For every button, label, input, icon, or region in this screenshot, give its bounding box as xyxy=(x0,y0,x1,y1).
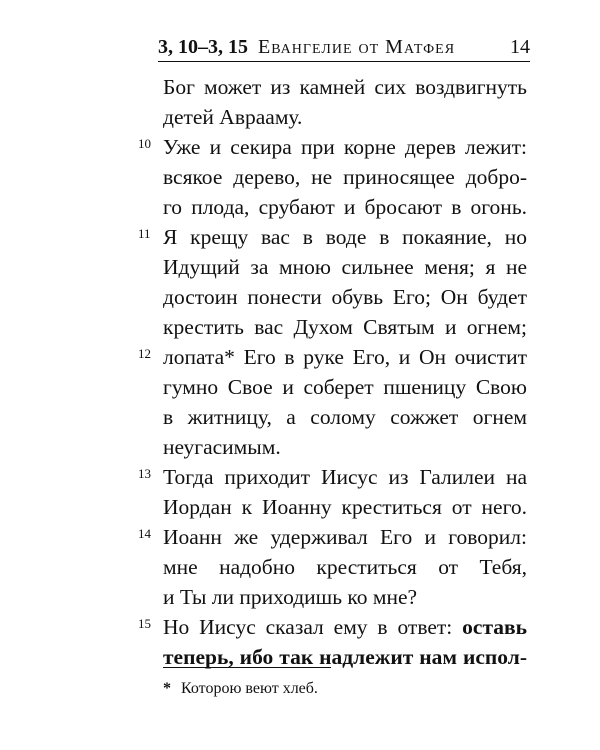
footnote-mark: * xyxy=(163,680,171,697)
chapter-verse-reference: 3, 10–3, 15 xyxy=(158,36,248,58)
text-line xyxy=(163,402,527,432)
line-text: детей Аврааму. xyxy=(163,105,303,129)
running-header xyxy=(158,34,530,60)
text-line xyxy=(163,372,527,402)
text-line xyxy=(163,132,527,162)
text-line xyxy=(163,102,302,132)
text-line xyxy=(163,252,527,282)
text-line xyxy=(163,312,527,342)
footnote xyxy=(163,678,318,700)
verse-number: 14 xyxy=(138,526,151,541)
line-text: Но Иисус сказал ему в ответ: xyxy=(163,615,453,639)
verse-number: 13 xyxy=(138,466,151,481)
text-line xyxy=(163,582,417,612)
text-line xyxy=(163,222,527,252)
verse-number: 12 xyxy=(138,346,151,361)
text-line xyxy=(163,342,527,372)
line-text: Иоанн же удерживал Его и говорил: xyxy=(163,525,527,549)
line-text: гумно Свое и соберет пшеницу Свою xyxy=(163,375,527,399)
header-rule xyxy=(158,61,530,62)
line-text: го плода, срубают и бросают в огонь. xyxy=(163,195,527,219)
line-text: мне надобно креститься от Тебя, xyxy=(163,555,527,579)
text-line xyxy=(163,552,527,582)
line-text: теперь, ибо так надлежит нам испол- xyxy=(163,645,527,669)
text-line xyxy=(163,522,527,552)
text-line xyxy=(163,72,527,102)
text-line xyxy=(163,192,527,222)
line-text: лопата* Его в руке Его, и Он очистит xyxy=(163,345,527,369)
text-line xyxy=(163,462,527,492)
line-text: всякое дерево, не приносящее добро- xyxy=(163,165,527,189)
verse-number: 15 xyxy=(138,616,151,631)
text-line xyxy=(163,282,527,312)
line-text: Иордан к Иоанну креститься от него. xyxy=(163,495,527,519)
line-text: и Ты ли приходишь ко мне? xyxy=(163,585,418,609)
line-text: Идущий за мною сильнее меня; я не xyxy=(163,255,527,279)
line-text: Я крещу вас в воде в покаяние, но xyxy=(163,225,527,249)
text-line xyxy=(163,612,527,642)
verse-number: 10 xyxy=(138,136,151,151)
page-number: 14 xyxy=(510,36,530,58)
footnote-text: Которою веют хлеб. xyxy=(181,680,318,697)
line-text: неугасимым. xyxy=(163,435,281,459)
line-text: достоин понести обувь Его; Он будет xyxy=(163,285,527,309)
line-text: Тогда приходит Иисус из Галилеи на xyxy=(163,465,527,489)
verse-number: 11 xyxy=(138,226,151,241)
footnote-rule xyxy=(163,667,331,668)
line-text: Бог может из камней сих воздвигнуть xyxy=(163,75,527,99)
book-title: Евангелие от Матфея xyxy=(258,36,456,58)
line-text: Уже и секира при корне дерев лежит: xyxy=(163,135,527,159)
bold-text: оставь xyxy=(462,615,528,639)
text-line xyxy=(163,492,527,522)
text-line xyxy=(163,432,281,462)
line-text: в житницу, а солому сожжет огнем xyxy=(163,405,527,429)
line-text: крестить вас Духом Святым и огнем; xyxy=(163,315,527,339)
text-line xyxy=(163,162,527,192)
